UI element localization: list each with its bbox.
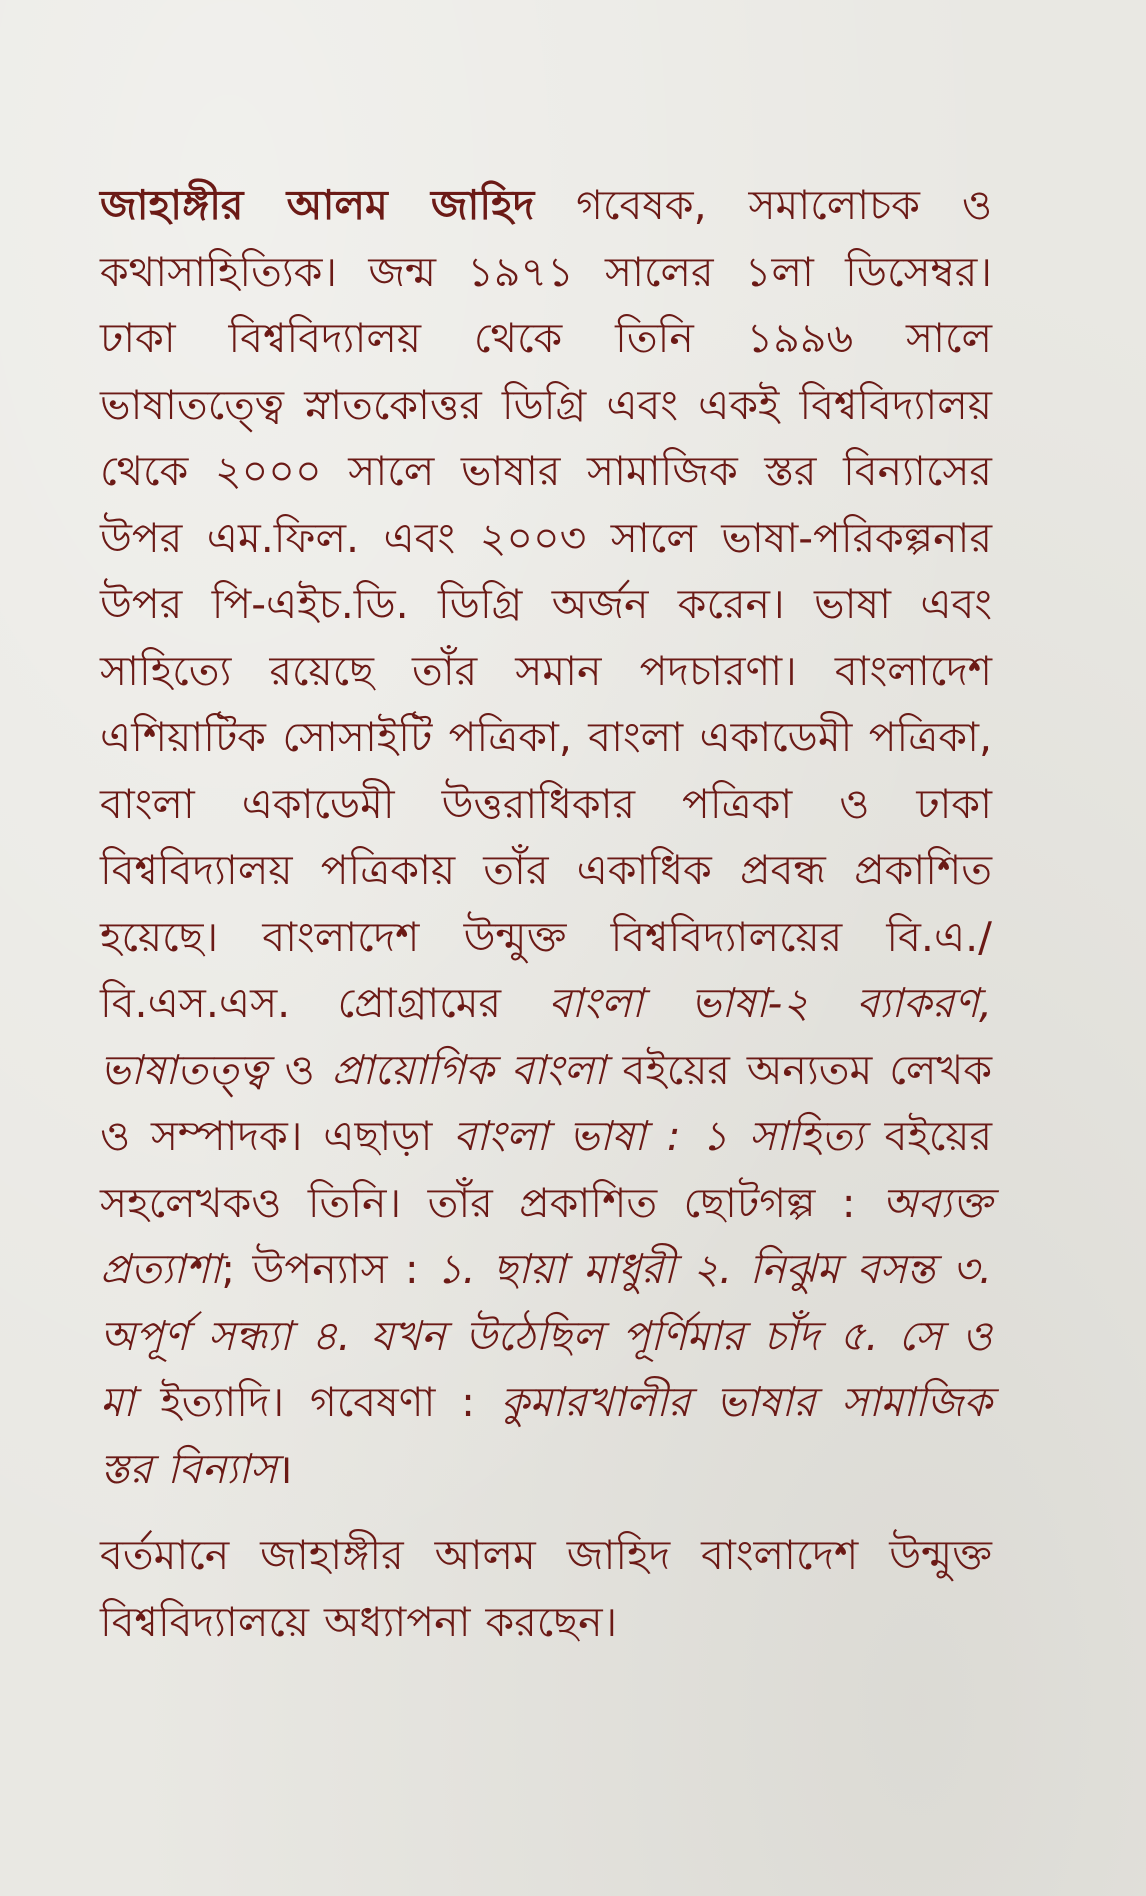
book-title: বাংলা ভাষা : ১ সাহিত্য bbox=[453, 1112, 864, 1160]
book-title: বাংলা ভাষা-২ ব্যাকরণ, ভাষাতত্ত্ব bbox=[100, 979, 992, 1094]
author-bio-text bbox=[100, 172, 992, 1655]
bio-text-segment: বইয়ের সহলেখকও তিনি। তাঁর প্রকাশিত ছোটগল্প : bbox=[100, 1112, 992, 1227]
bio-text-segment: বইয়ের অন্যতম লেখক ও সম্পাদক। এছাড়া bbox=[100, 1045, 993, 1160]
bio-paragraph-1 bbox=[100, 172, 992, 1502]
novel-list: ১. ছায়া মাধুরী ২. নিঝুম বসন্ত ৩. অপূর্ণ সন্ধ্যা ৪. যখন উঠেছিল পূর্ণিমার চাঁদ ৫. সে ও মা bbox=[100, 1245, 992, 1426]
bio-text-segment: ; উপন্যাস : bbox=[221, 1245, 437, 1293]
bio-paragraph-2: বর্তমানে জাহাঙ্গীর আলম জাহিদ বাংলাদেশ উন্মুক্ত বিশ্ববিদ্যালয়ে অধ্যাপনা করছেন। bbox=[100, 1531, 992, 1646]
short-story-title: অব্যক্ত প্রত্যাশা bbox=[100, 1178, 992, 1293]
bio-text-segment: ইত্যাদি। গবেষণা : bbox=[134, 1378, 501, 1426]
bio-text-segment: । bbox=[276, 1444, 293, 1493]
bio-text-segment: গবেষক, সমালোচক ও কথাসাহিত্যিক। জন্ম ১৯৭১ সালের ১লা ডিসেম্বর। ঢাকা বিশ্ববিদ্যালয় থেকে তিনি ১৯৯৬ সালে ভাষাতত্ত্বে স্নাতকোত্তর ডিগ্রি এবং একই বিশ্ববিদ্যালয় থেকে ২০০০ সালে ভাষার সামাজিক স্তর বিন্যাসের উপর এম.ফিল. এবং ২০০৩ সালে ভাষা-পরিকল্পনার উপর পি-এইচ.ডি. ডিগ্রি অর্জন করেন। ভাষা এবং সাহিত্যে রয়েছে তাঁর সমান পদচারণা। বাংলাদেশ এশিয়াটিক সোসাইটি পত্রিকা, বাংলা একাডেমী পত্রিকা, বাংলা একাডেমী উত্তরাধিকার পত্রিকা ও ঢাকা বিশ্ববিদ্যালয় পত্রিকায় তাঁর একাধিক প্রবন্ধ প্রকাশিত হয়েছে। বাংলাদেশ উন্মুক্ত বিশ্ববিদ্যালয়ের বি.এ./বি.এস.এস. প্রোগ্রামের bbox=[100, 181, 992, 1027]
author-name: জাহাঙ্গীর আলম জাহিদ bbox=[100, 181, 535, 229]
bio-text-segment: ও bbox=[267, 1045, 332, 1094]
book-title: প্রায়োগিক বাংলা bbox=[331, 1045, 606, 1094]
research-title: কুমারখালীর ভাষার সামাজিক স্তর বিন্যাস bbox=[100, 1378, 992, 1493]
